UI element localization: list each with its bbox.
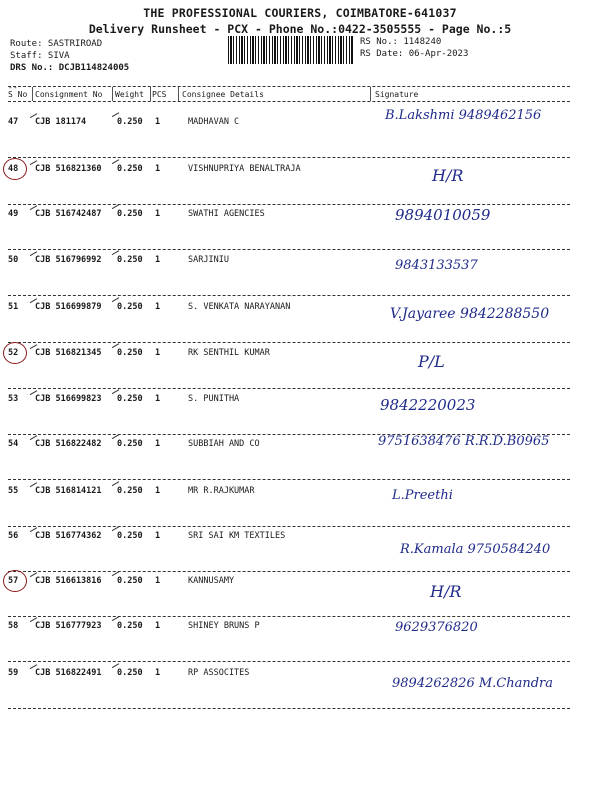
col-header-signature: Signature	[375, 90, 419, 99]
row-signature: 9843133537	[395, 258, 478, 273]
row-consignment: CJB 516742487	[35, 209, 102, 219]
col-rule	[178, 87, 179, 101]
row-weight: 0.250	[117, 486, 143, 496]
row-signature: H/R	[430, 582, 462, 601]
row-signature: H/R	[432, 166, 464, 185]
row-consignment: CJB 516814121	[35, 486, 102, 496]
row-pcs: 1	[155, 117, 161, 127]
row-pcs: 1	[155, 486, 161, 496]
header-marker: --	[8, 83, 18, 92]
row-consignment: CJB 516613816	[35, 576, 102, 586]
row-weight: 0.250	[117, 531, 143, 541]
row-consignee: RK SENTHIL KUMAR	[188, 348, 270, 358]
row-consignment: CJB 516699879	[35, 302, 102, 312]
row-weight: 0.250	[117, 302, 143, 312]
row-weight: 0.250	[117, 117, 143, 127]
row-consignee: SHINEY BRUNS P	[188, 621, 260, 631]
rs-date: RS Date: 06-Apr-2023	[360, 49, 469, 59]
row-consignee: SRI SAI KM TEXTILES	[188, 531, 286, 541]
row-divider	[8, 249, 570, 250]
row-consignee: KANNUSAMY	[188, 576, 235, 586]
row-signature: P/L	[418, 352, 445, 371]
report-title: THE PROFESSIONAL COURIERS, COIMBATORE-641037	[143, 6, 457, 20]
row-weight: 0.250	[117, 439, 143, 449]
row-weight: 0.250	[117, 164, 143, 174]
row-sno: 57	[8, 576, 19, 586]
row-consignee: RP ASSOCITES	[188, 668, 250, 678]
col-rule	[32, 87, 33, 101]
staff-label: Staff: SIVA	[10, 51, 70, 61]
rs-info	[360, 36, 468, 60]
row-consignee: MADHAVAN C	[188, 117, 240, 127]
col-header-sno: S No	[8, 90, 28, 99]
row-consignee: S. VENKATA NARAYANAN	[188, 302, 291, 312]
row-consignment: CJB 516774362	[35, 531, 102, 541]
row-sno: 54	[8, 439, 19, 449]
row-signature: L.Preethi	[392, 488, 453, 503]
row-divider	[8, 616, 570, 617]
row-pcs: 1	[155, 576, 161, 586]
row-divider	[8, 526, 570, 527]
col-rule	[370, 87, 371, 101]
row-consignee: VISHNUPRIYA BENALTRAJA	[188, 164, 301, 174]
row-signature: R.Kamala 9750584240	[400, 542, 551, 557]
rs-number: RS No.: 1148240	[360, 37, 442, 47]
col-rule	[112, 87, 113, 101]
row-pcs: 1	[155, 621, 161, 631]
route-label: Route: SASTRIROAD	[10, 39, 103, 49]
row-pcs: 1	[155, 255, 161, 265]
report-subtitle: Delivery Runsheet - PCX - Phone No.:0422-3505555 - Page No.:5	[88, 22, 512, 36]
row-signature: 9842220023	[380, 396, 476, 414]
row-pcs: 1	[155, 302, 161, 312]
barcode	[228, 36, 354, 64]
row-consignment: CJB 516822482	[35, 439, 102, 449]
row-pcs: 1	[155, 164, 161, 174]
row-sno: 53	[8, 394, 19, 404]
row-pcs: 1	[155, 209, 161, 219]
row-sno: 56	[8, 531, 19, 541]
circled-row-mark	[3, 158, 27, 180]
row-consignment: CJB 516796992	[35, 255, 102, 265]
row-divider	[8, 157, 570, 158]
row-divider	[8, 342, 570, 343]
row-pcs: 1	[155, 348, 161, 358]
col-rule	[150, 87, 151, 101]
row-sno: 48	[8, 164, 19, 174]
row-weight: 0.250	[117, 621, 143, 631]
circled-row-mark	[3, 342, 27, 364]
row-consignee: SWATHI AGENCIES	[188, 209, 265, 219]
row-sno: 52	[8, 348, 19, 358]
row-consignee: MR R.RAJKUMAR	[188, 486, 255, 496]
header-bottom-rule	[8, 101, 570, 102]
row-weight: 0.250	[117, 348, 143, 358]
row-consignment: CJB 516699823	[35, 394, 102, 404]
row-weight: 0.250	[117, 394, 143, 404]
row-consignment: CJB 516821360	[35, 164, 102, 174]
row-weight: 0.250	[117, 255, 143, 265]
row-consignee: S. PUNITHA	[188, 394, 240, 404]
row-sno: 59	[8, 668, 19, 678]
row-pcs: 1	[155, 668, 161, 678]
row-signature: 9894010059	[395, 206, 491, 224]
row-sno: 55	[8, 486, 19, 496]
row-signature: 9629376820	[395, 620, 478, 635]
row-weight: 0.250	[117, 668, 143, 678]
col-header-consignment: Consignment No	[35, 90, 103, 99]
circled-row-mark	[3, 570, 27, 592]
row-divider	[8, 388, 570, 389]
row-consignment: CJB 516821345	[35, 348, 102, 358]
row-signature: B.Lakshmi 9489462156	[385, 108, 542, 123]
row-divider	[8, 708, 570, 709]
row-signature: 9751638476 R.R.D.B0965	[378, 434, 550, 449]
row-consignment: CJB 516777923	[35, 621, 102, 631]
row-consignment: CJB 181174	[35, 117, 87, 127]
row-sno: 50	[8, 255, 19, 265]
row-consignee: SARJINIU	[188, 255, 229, 265]
row-weight: 0.250	[117, 576, 143, 586]
row-signature: 9894262826 M.Chandra	[392, 676, 554, 691]
row-sno: 49	[8, 209, 19, 219]
row-divider	[8, 479, 570, 480]
row-sno: 51	[8, 302, 19, 312]
col-header-weight: Weight	[115, 90, 144, 99]
col-header-consignee: Consignee Details	[182, 90, 264, 99]
drs-label: DRS No.: DCJB114824005	[10, 63, 130, 73]
row-weight: 0.250	[117, 209, 143, 219]
row-consignee: SUBBIAH AND CO	[188, 439, 260, 449]
row-consignment: CJB 516822491	[35, 668, 102, 678]
row-pcs: 1	[155, 394, 161, 404]
route-info	[10, 38, 129, 74]
col-header-pcs: PCS	[152, 90, 167, 99]
row-divider	[8, 204, 570, 205]
row-divider	[8, 661, 570, 662]
row-pcs: 1	[155, 439, 161, 449]
row-sno: 58	[8, 621, 19, 631]
row-pcs: 1	[155, 531, 161, 541]
table-top-rule	[8, 86, 570, 87]
row-signature: V.Jayaree 9842288550	[390, 306, 550, 322]
row-sno: 47	[8, 117, 19, 127]
row-divider	[8, 571, 570, 572]
row-divider	[8, 295, 570, 296]
